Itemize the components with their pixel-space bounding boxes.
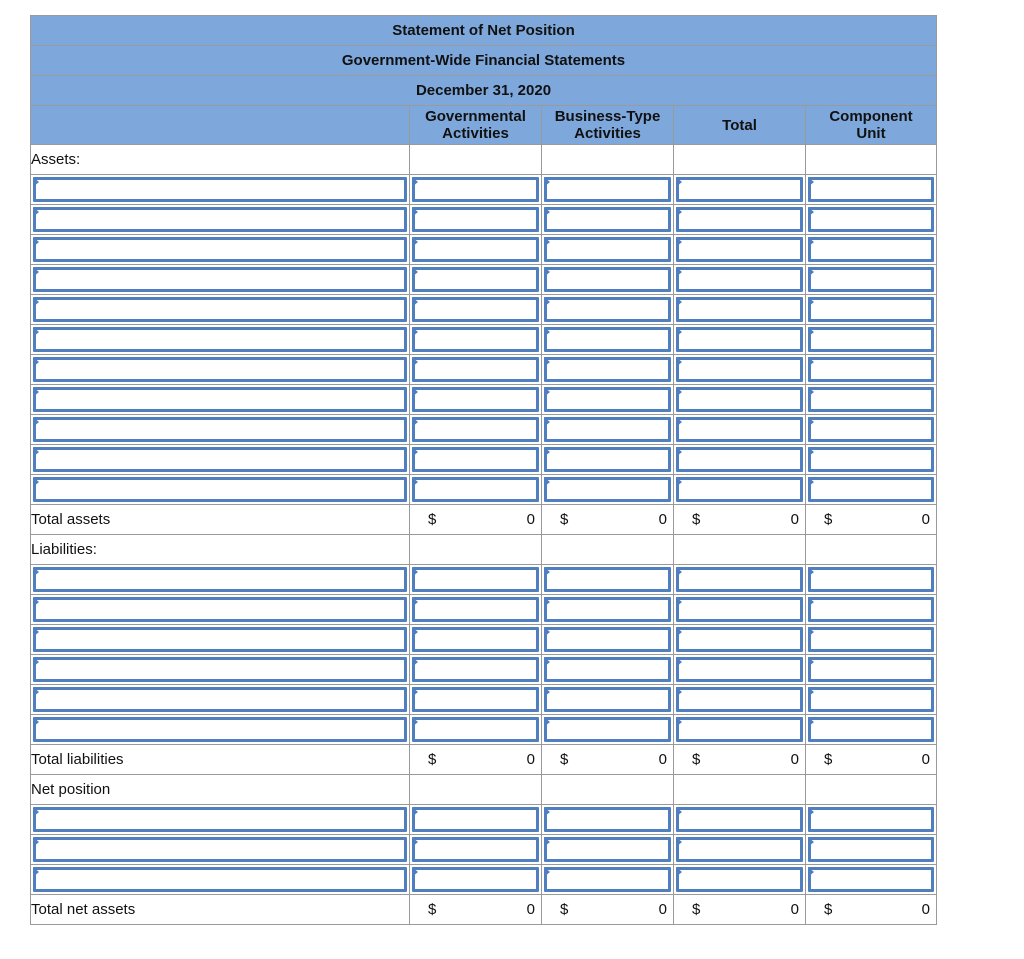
total-assets-row-value-cell [542,511,673,528]
liability-account-name-input[interactable] [33,627,407,652]
total-value: 0 [921,511,930,528]
asset-governmental-input[interactable] [412,207,539,232]
asset-total-input[interactable] [676,477,803,502]
net-position-governmental-input[interactable] [412,837,539,862]
net-position-account-name-input[interactable] [33,837,407,862]
asset-component-unit-input[interactable] [808,447,934,472]
liability-component-unit-input[interactable] [808,657,934,682]
asset-input-row [31,175,937,205]
asset-total-input[interactable] [676,387,803,412]
asset-component-unit-input[interactable] [808,327,934,352]
liability-input-row [31,685,937,715]
statement-subtitle: Government-Wide Financial Statements [31,46,937,76]
asset-component-unit-input[interactable] [808,387,934,412]
assets-section-row [31,145,937,175]
asset-input-row [31,385,937,415]
net-position-account-name-input[interactable] [33,807,407,832]
header-component-line1: Component [829,108,913,125]
liability-input-row [31,655,937,685]
title-row [31,16,937,46]
asset-total-input[interactable] [676,207,803,232]
total-value: 0 [526,901,535,918]
liability-governmental-input[interactable] [412,627,539,652]
liability-component-unit-input[interactable] [808,597,934,622]
net-position-business-type-input[interactable] [544,837,671,862]
asset-account-name-input[interactable] [33,177,407,202]
liability-component-unit-input[interactable] [808,567,934,592]
net-position-total-input[interactable] [676,837,803,862]
header-governmental [410,106,542,145]
asset-total-input[interactable] [676,177,803,202]
asset-component-unit-input[interactable] [808,267,934,292]
asset-component-unit-input[interactable] [808,207,934,232]
liabilities-section-row [31,535,937,565]
asset-total-input[interactable] [676,357,803,382]
net-position-label: Net position [31,775,410,805]
total-value: 0 [658,751,667,768]
statement-date: December 31, 2020 [31,76,937,106]
liability-total-input[interactable] [676,687,803,712]
net-position-component-unit-input[interactable] [808,807,934,832]
asset-governmental-input[interactable] [412,357,539,382]
asset-component-unit-input[interactable] [808,477,934,502]
asset-account-name-input[interactable] [33,387,407,412]
lower-sections [31,505,937,925]
total-assets-row-label: Total assets [31,505,410,535]
total-net-assets-row-value-cell [410,901,541,918]
asset-business-type-input[interactable] [544,237,671,262]
total-value: 0 [921,901,930,918]
asset-input-row [31,325,937,355]
header-governmental-line1: Governmental [425,108,526,125]
total-net-assets-row-value-cell [542,901,673,918]
liability-total-input[interactable] [676,627,803,652]
liability-business-type-input[interactable] [544,717,671,742]
liability-total-input[interactable] [676,657,803,682]
total-liabilities-row-value-cell [806,751,936,768]
asset-account-name-input[interactable] [33,357,407,382]
total-value: 0 [790,511,799,528]
liability-account-name-input[interactable] [33,687,407,712]
asset-total-input[interactable] [676,297,803,322]
asset-component-unit-input[interactable] [808,417,934,442]
currency-symbol: $ [428,511,437,528]
total-liabilities-row-value-cell [542,751,673,768]
assets-input-rows [31,175,937,505]
currency-symbol: $ [692,901,701,918]
asset-governmental-input[interactable] [412,387,539,412]
net-position-input-row [31,805,937,835]
total-value: 0 [921,751,930,768]
asset-governmental-input[interactable] [412,177,539,202]
header-total: Total [674,106,806,145]
liabilities-label: Liabilities: [31,535,410,565]
liability-account-name-input[interactable] [33,717,407,742]
net-position-component-unit-input[interactable] [808,837,934,862]
liability-business-type-input[interactable] [544,687,671,712]
currency-symbol: $ [824,901,833,918]
total-value: 0 [790,751,799,768]
asset-component-unit-input[interactable] [808,177,934,202]
asset-total-input[interactable] [676,267,803,292]
asset-input-row [31,355,937,385]
currency-symbol: $ [692,751,701,768]
date-row [31,76,937,106]
asset-input-row [31,265,937,295]
asset-governmental-input[interactable] [412,297,539,322]
liability-business-type-input[interactable] [544,597,671,622]
asset-total-input[interactable] [676,327,803,352]
net-position-total-input[interactable] [676,807,803,832]
liability-total-input[interactable] [676,597,803,622]
liability-business-type-input[interactable] [544,657,671,682]
total-liabilities-row [31,745,937,775]
asset-business-type-input[interactable] [544,177,671,202]
column-header-row [31,106,937,145]
assets-label: Assets: [31,145,410,175]
header-component-unit [806,106,937,145]
liability-governmental-input[interactable] [412,687,539,712]
asset-total-input[interactable] [676,237,803,262]
asset-account-name-input[interactable] [33,267,407,292]
total-liabilities-row-value-cell [410,751,541,768]
asset-component-unit-input[interactable] [808,237,934,262]
currency-symbol: $ [428,901,437,918]
net-position-section-row [31,775,937,805]
net-position-account-name-input[interactable] [33,867,407,892]
asset-input-row [31,295,937,325]
total-net-assets-row-value-cell [674,901,805,918]
header-business-line1: Business-Type [554,108,661,125]
total-liabilities-row-label: Total liabilities [31,745,410,775]
total-assets-row-value-cell [674,511,805,528]
total-value: 0 [526,511,535,528]
asset-total-input[interactable] [676,447,803,472]
asset-component-unit-input[interactable] [808,357,934,382]
asset-business-type-input[interactable] [544,267,671,292]
net-position-governmental-input[interactable] [412,807,539,832]
currency-symbol: $ [824,751,833,768]
header-business-type [542,106,674,145]
currency-symbol: $ [560,901,569,918]
currency-symbol: $ [824,511,833,528]
asset-component-unit-input[interactable] [808,297,934,322]
net-position-business-type-input[interactable] [544,807,671,832]
net-position-input-row [31,835,937,865]
asset-business-type-input[interactable] [544,297,671,322]
net-position-governmental-input[interactable] [412,867,539,892]
asset-account-name-input[interactable] [33,417,407,442]
asset-governmental-input[interactable] [412,417,539,442]
asset-governmental-input[interactable] [412,237,539,262]
total-assets-row-value-cell [806,511,936,528]
liability-account-name-input[interactable] [33,657,407,682]
net-position-statement-table [30,15,937,925]
liability-account-name-input[interactable] [33,597,407,622]
total-net-assets-row [31,895,937,925]
net-position-input-row [31,865,937,895]
asset-business-type-input[interactable] [544,327,671,352]
asset-input-row [31,235,937,265]
header-business-line2: Activities [574,125,641,142]
currency-symbol: $ [560,751,569,768]
asset-input-row [31,205,937,235]
asset-governmental-input[interactable] [412,477,539,502]
liability-business-type-input[interactable] [544,567,671,592]
liability-component-unit-input[interactable] [808,717,934,742]
asset-governmental-input[interactable] [412,267,539,292]
asset-input-row [31,415,937,445]
total-net-assets-row-label: Total net assets [31,895,410,925]
asset-account-name-input[interactable] [33,237,407,262]
total-value: 0 [790,901,799,918]
asset-account-name-input[interactable] [33,447,407,472]
currency-symbol: $ [428,751,437,768]
net-position-business-type-input[interactable] [544,867,671,892]
asset-account-name-input[interactable] [33,297,407,322]
asset-business-type-input[interactable] [544,207,671,232]
liability-component-unit-input[interactable] [808,687,934,712]
total-assets-row-value-cell [410,511,541,528]
liability-input-row [31,625,937,655]
asset-governmental-input[interactable] [412,447,539,472]
asset-total-input[interactable] [676,417,803,442]
statement-title: Statement of Net Position [31,16,937,46]
asset-business-type-input[interactable] [544,447,671,472]
liability-input-row [31,595,937,625]
header-component-line2: Unit [856,125,886,142]
asset-input-row [31,445,937,475]
total-assets-row [31,505,937,535]
total-net-assets-row-value-cell [806,901,936,918]
asset-account-name-input[interactable] [33,207,407,232]
currency-symbol: $ [560,511,569,528]
liability-total-input[interactable] [676,567,803,592]
asset-business-type-input[interactable] [544,357,671,382]
asset-business-type-input[interactable] [544,387,671,412]
asset-business-type-input[interactable] [544,417,671,442]
net-position-total-input[interactable] [676,867,803,892]
currency-symbol: $ [692,511,701,528]
liability-governmental-input[interactable] [412,657,539,682]
total-value: 0 [658,901,667,918]
liability-governmental-input[interactable] [412,597,539,622]
asset-business-type-input[interactable] [544,477,671,502]
liability-business-type-input[interactable] [544,627,671,652]
header-blank [31,106,410,145]
liability-input-row [31,565,937,595]
asset-input-row [31,475,937,505]
total-value: 0 [658,511,667,528]
asset-account-name-input[interactable] [33,327,407,352]
asset-account-name-input[interactable] [33,477,407,502]
liability-governmental-input[interactable] [412,717,539,742]
net-position-component-unit-input[interactable] [808,867,934,892]
liability-governmental-input[interactable] [412,567,539,592]
liability-total-input[interactable] [676,717,803,742]
liability-input-row [31,715,937,745]
header-governmental-line2: Activities [442,125,509,142]
liability-component-unit-input[interactable] [808,627,934,652]
subtitle-row [31,46,937,76]
total-liabilities-row-value-cell [674,751,805,768]
liability-account-name-input[interactable] [33,567,407,592]
asset-governmental-input[interactable] [412,327,539,352]
total-value: 0 [526,751,535,768]
